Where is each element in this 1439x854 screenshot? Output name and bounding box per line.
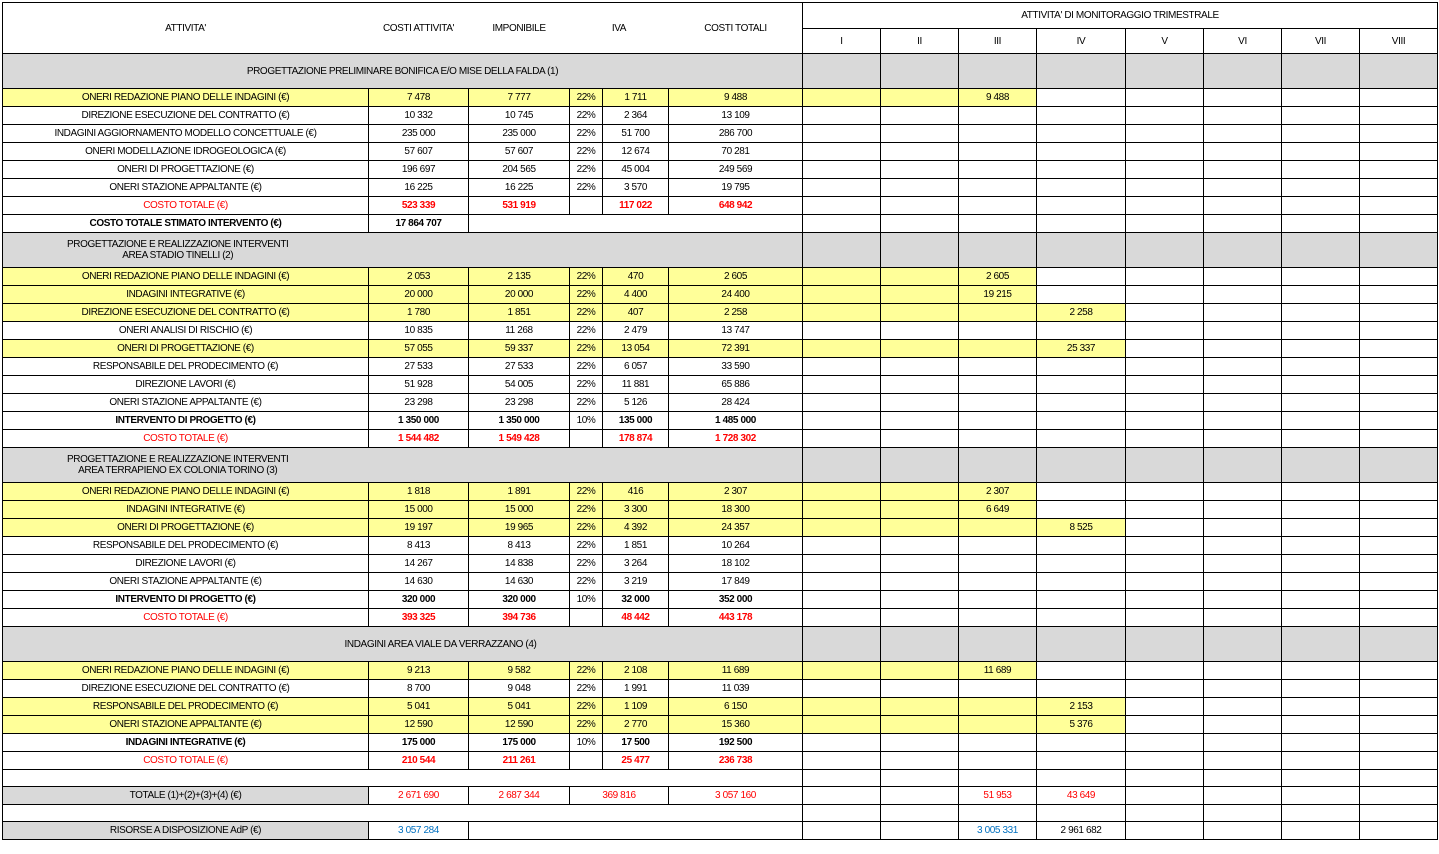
- iva-cell: 2 108: [603, 662, 669, 680]
- header-monitoraggio: ATTIVITA' DI MONITORAGGIO TRIMESTRALE: [803, 3, 1438, 29]
- costi-cell: 19 197: [369, 519, 469, 537]
- totali-cell: 10 264: [669, 537, 803, 555]
- section-title-line: PROGETTAZIONE E REALIZZAZIONE INTERVENTI: [67, 454, 289, 465]
- pct-cell: 22%: [570, 501, 603, 519]
- imponibile-cell: 235 000: [469, 125, 570, 143]
- costi-cell: 7 478: [369, 89, 469, 107]
- totali-cell: 443 178: [669, 609, 803, 627]
- imponibile-cell: 20 000: [469, 286, 570, 304]
- pct-cell: 22%: [570, 662, 603, 680]
- pct-cell: 22%: [570, 286, 603, 304]
- section-title-line: PROGETTAZIONE PRELIMINARE BONIFICA E/O MISE DELLA FALDA (1): [246, 65, 559, 77]
- q4-cell: 2 258: [1037, 304, 1126, 322]
- table-row: [3, 680, 1438, 698]
- imponibile-cell: 9 582: [469, 662, 570, 680]
- row-label: ONERI DI PROGETTAZIONE (€): [3, 340, 369, 358]
- iva-cell: 2 479: [603, 322, 669, 340]
- q4-cell: 2 153: [1037, 698, 1126, 716]
- pct-cell: 22%: [570, 107, 603, 125]
- iva-cell: 13 054: [603, 340, 669, 358]
- costi-cell: 51 928: [369, 376, 469, 394]
- costo-totale-row: [3, 609, 1438, 627]
- iva-cell: 2 364: [603, 107, 669, 125]
- costi-cell: 16 225: [369, 179, 469, 197]
- totali-cell: 72 391: [669, 340, 803, 358]
- totali-cell: 286 700: [669, 125, 803, 143]
- pct-cell: 22%: [570, 179, 603, 197]
- iva-cell: 4 392: [603, 519, 669, 537]
- pct-cell: 22%: [570, 537, 603, 555]
- costi-cell: 523 339: [369, 197, 469, 215]
- imponibile-cell: 11 268: [469, 322, 570, 340]
- row-label: INDAGINI INTEGRATIVE (€): [3, 286, 369, 304]
- imponibile-cell: 57 607: [469, 143, 570, 161]
- iva-cell: 3 219: [603, 573, 669, 591]
- costi-cell: 1 780: [369, 304, 469, 322]
- table-row: [3, 483, 1438, 501]
- quarter-header: III: [959, 29, 1037, 54]
- row-label: DIREZIONE ESECUZIONE DEL CONTRATTO (€): [3, 107, 369, 125]
- imponibile-cell: 1 549 428: [469, 430, 570, 448]
- row-label: COSTO TOTALE STIMATO INTERVENTO (€): [3, 215, 369, 233]
- pct-cell: 22%: [570, 340, 603, 358]
- row-label: COSTO TOTALE (€): [3, 430, 369, 448]
- imponibile-cell: 394 736: [469, 609, 570, 627]
- quarter-header: V: [1126, 29, 1204, 54]
- costi-cell: 320 000: [369, 591, 469, 609]
- iva-cell: 1 991: [603, 680, 669, 698]
- section-title: [3, 448, 803, 483]
- totali-cell: 18 102: [669, 555, 803, 573]
- costi-cell: 12 590: [369, 716, 469, 734]
- section-title-line: AREA TERRAPIENO EX COLONIA TORINO (3): [78, 465, 278, 476]
- iva-cell: 2 770: [603, 716, 669, 734]
- iva-cell: 1 109: [603, 698, 669, 716]
- imponibile-cell: 7 777: [469, 89, 570, 107]
- imponibile-cell: 320 000: [469, 591, 570, 609]
- row-label: RESPONSABILE DEL PRODECIMENTO (€): [3, 537, 369, 555]
- imponibile-cell: 54 005: [469, 376, 570, 394]
- table-row: [3, 662, 1438, 680]
- q3-cell: 11 689: [959, 662, 1037, 680]
- row-label: INTERVENTO DI PROGETTO (€): [3, 412, 369, 430]
- totali-cell: 236 738: [669, 752, 803, 770]
- row-label: RESPONSABILE DEL PRODECIMENTO (€): [3, 698, 369, 716]
- iva-cell: 407: [603, 304, 669, 322]
- row-label: COSTO TOTALE (€): [3, 609, 369, 627]
- intervento-row: [3, 412, 1438, 430]
- costi-cell: 57 055: [369, 340, 469, 358]
- iva-cell: 32 000: [603, 591, 669, 609]
- table-row: [3, 304, 1438, 322]
- iva-cell: 12 674: [603, 143, 669, 161]
- costi-cell: 1 818: [369, 483, 469, 501]
- row-label: RESPONSABILE DEL PRODECIMENTO (€): [3, 358, 369, 376]
- totali-cell: 24 357: [669, 519, 803, 537]
- imponibile-cell: 2 135: [469, 268, 570, 286]
- costi-cell: 175 000: [369, 734, 469, 752]
- row-label: DIREZIONE LAVORI (€): [3, 376, 369, 394]
- imponibile-cell: 175 000: [469, 734, 570, 752]
- table-row: [3, 286, 1438, 304]
- totali-cell: 192 500: [669, 734, 803, 752]
- totali-cell: 648 942: [669, 197, 803, 215]
- imponibile-cell: 23 298: [469, 394, 570, 412]
- table-row: [3, 716, 1438, 734]
- q4-cell: 43 649: [1037, 787, 1126, 805]
- costi-cell: 10 332: [369, 107, 469, 125]
- totali-cell: 17 849: [669, 573, 803, 591]
- section-title-line: INDAGINI AREA VIALE DA VERRAZZANO (4): [344, 638, 537, 650]
- imponibile-cell: 1 851: [469, 304, 570, 322]
- pct-cell: 22%: [570, 268, 603, 286]
- table-row: [3, 358, 1438, 376]
- q4-cell: 2 961 682: [1037, 822, 1126, 840]
- costi-cell: 20 000: [369, 286, 469, 304]
- row-label: COSTO TOTALE (€): [3, 752, 369, 770]
- section-title: [3, 627, 803, 662]
- section-title-line: AREA STADIO TINELLI (2): [122, 250, 234, 261]
- table-row: [3, 519, 1438, 537]
- costi-cell: 2 053: [369, 268, 469, 286]
- costo-stimato-row: [3, 215, 1438, 233]
- totali-cell: 2 605: [669, 268, 803, 286]
- section-title: [3, 54, 803, 89]
- pct-cell: 10%: [570, 734, 603, 752]
- iva-cell: 178 874: [603, 430, 669, 448]
- intervento-row: [3, 591, 1438, 609]
- pct-cell: 10%: [570, 591, 603, 609]
- q3-cell: 3 005 331: [959, 822, 1037, 840]
- row-label: DIREZIONE ESECUZIONE DEL CONTRATTO (€): [3, 304, 369, 322]
- totali-cell: 1 485 000: [669, 412, 803, 430]
- quarter-header: II: [881, 29, 959, 54]
- iva-cell: 369 816: [570, 787, 669, 805]
- totali-cell: 11 689: [669, 662, 803, 680]
- totali-cell: 11 039: [669, 680, 803, 698]
- row-label: ONERI STAZIONE APPALTANTE (€): [3, 394, 369, 412]
- row-label: ONERI STAZIONE APPALTANTE (€): [3, 716, 369, 734]
- imponibile-cell: 211 261: [469, 752, 570, 770]
- imponibile-cell: 14 630: [469, 573, 570, 591]
- imponibile-cell: 9 048: [469, 680, 570, 698]
- pct-cell: 22%: [570, 89, 603, 107]
- totali-cell: 70 281: [669, 143, 803, 161]
- header-attivita: ATTIVITA': [3, 3, 369, 54]
- costi-cell: 14 267: [369, 555, 469, 573]
- totali-cell: 18 300: [669, 501, 803, 519]
- costi-cell: 3 057 284: [369, 822, 469, 840]
- table-row: [3, 394, 1438, 412]
- iva-cell: 17 500: [603, 734, 669, 752]
- section-title: [3, 233, 803, 268]
- totali-cell: 19 795: [669, 179, 803, 197]
- budget-spreadsheet: [2, 2, 1437, 852]
- costo-totale-row: [3, 752, 1438, 770]
- pct-cell: 22%: [570, 376, 603, 394]
- totali-cell: 28 424: [669, 394, 803, 412]
- iva-cell: 1 851: [603, 537, 669, 555]
- costi-cell: 9 213: [369, 662, 469, 680]
- totale-label: TOTALE (1)+(2)+(3)+(4) (€): [3, 787, 369, 805]
- row-label: COSTO TOTALE (€): [3, 197, 369, 215]
- section-title-line: PROGETTAZIONE E REALIZZAZIONE INTERVENTI: [67, 239, 289, 250]
- table-row: [3, 268, 1438, 286]
- row-label: ONERI DI PROGETTAZIONE (€): [3, 161, 369, 179]
- costi-cell: 1 544 482: [369, 430, 469, 448]
- quarter-header: VII: [1282, 29, 1360, 54]
- costi-cell: 393 325: [369, 609, 469, 627]
- totali-cell: 13 109: [669, 107, 803, 125]
- table-row: [3, 501, 1438, 519]
- q3-cell: 51 953: [959, 787, 1037, 805]
- imponibile-cell: 16 225: [469, 179, 570, 197]
- iva-cell: 3 300: [603, 501, 669, 519]
- pct-cell: 22%: [570, 322, 603, 340]
- pct-cell: 22%: [570, 358, 603, 376]
- q3-cell: 19 215: [959, 286, 1037, 304]
- iva-cell: 48 442: [603, 609, 669, 627]
- imponibile-cell: 8 413: [469, 537, 570, 555]
- imponibile-cell: 204 565: [469, 161, 570, 179]
- imponibile-cell: 531 919: [469, 197, 570, 215]
- table-row: [3, 89, 1438, 107]
- row-label: ONERI STAZIONE APPALTANTE (€): [3, 573, 369, 591]
- row-label: ONERI REDAZIONE PIANO DELLE INDAGINI (€): [3, 662, 369, 680]
- iva-cell: 51 700: [603, 125, 669, 143]
- quarter-header: IV: [1037, 29, 1126, 54]
- row-label: ONERI ANALISI DI RISCHIO (€): [3, 322, 369, 340]
- totali-cell: 6 150: [669, 698, 803, 716]
- intervento-row: [3, 734, 1438, 752]
- header-costi-totali: COSTI TOTALI: [669, 3, 803, 54]
- table-row: [3, 143, 1438, 161]
- iva-cell: 5 126: [603, 394, 669, 412]
- imponibile-cell: 15 000: [469, 501, 570, 519]
- q4-cell: 5 376: [1037, 716, 1126, 734]
- risorse-label: RISORSE A DISPOSIZIONE AdP (€): [3, 822, 369, 840]
- totali-cell: 249 569: [669, 161, 803, 179]
- costi-cell: 27 533: [369, 358, 469, 376]
- costi-cell: 15 000: [369, 501, 469, 519]
- table-row: [3, 376, 1438, 394]
- costi-cell: 210 544: [369, 752, 469, 770]
- row-label: INDAGINI INTEGRATIVE (€): [3, 734, 369, 752]
- q4-cell: 8 525: [1037, 519, 1126, 537]
- row-label: INDAGINI INTEGRATIVE (€): [3, 501, 369, 519]
- pct-cell: 22%: [570, 716, 603, 734]
- totali-cell: 3 057 160: [669, 787, 803, 805]
- pct-cell: 22%: [570, 698, 603, 716]
- imponibile-cell: 12 590: [469, 716, 570, 734]
- costi-cell: 5 041: [369, 698, 469, 716]
- totali-cell: 352 000: [669, 591, 803, 609]
- table-row: [3, 340, 1438, 358]
- imponibile-cell: 5 041: [469, 698, 570, 716]
- imponibile-cell: 59 337: [469, 340, 570, 358]
- row-label: INTERVENTO DI PROGETTO (€): [3, 591, 369, 609]
- iva-cell: 3 570: [603, 179, 669, 197]
- imponibile-cell: 14 838: [469, 555, 570, 573]
- pct-cell: 22%: [570, 555, 603, 573]
- totali-cell: 1 728 302: [669, 430, 803, 448]
- q3-cell: 6 649: [959, 501, 1037, 519]
- imponibile-cell: 2 687 344: [469, 787, 570, 805]
- iva-cell: 4 400: [603, 286, 669, 304]
- costi-cell: 8 413: [369, 537, 469, 555]
- iva-cell: 416: [603, 483, 669, 501]
- table-row: [3, 161, 1438, 179]
- table-row: [3, 573, 1438, 591]
- pct-cell: 22%: [570, 394, 603, 412]
- costi-cell: 1 350 000: [369, 412, 469, 430]
- row-label: INDAGINI AGGIORNAMENTO MODELLO CONCETTUALE (€): [3, 125, 369, 143]
- imponibile-cell: 1 891: [469, 483, 570, 501]
- row-label: ONERI STAZIONE APPALTANTE (€): [3, 179, 369, 197]
- totali-cell: 65 886: [669, 376, 803, 394]
- iva-cell: 3 264: [603, 555, 669, 573]
- totali-cell: 15 360: [669, 716, 803, 734]
- table-row: [3, 179, 1438, 197]
- costi-cell: 14 630: [369, 573, 469, 591]
- row-label: ONERI DI PROGETTAZIONE (€): [3, 519, 369, 537]
- row-label: DIREZIONE ESECUZIONE DEL CONTRATTO (€): [3, 680, 369, 698]
- pct-cell: 22%: [570, 304, 603, 322]
- row-label: ONERI REDAZIONE PIANO DELLE INDAGINI (€): [3, 483, 369, 501]
- row-label: ONERI REDAZIONE PIANO DELLE INDAGINI (€): [3, 268, 369, 286]
- pct-cell: 22%: [570, 483, 603, 501]
- pct-cell: 22%: [570, 519, 603, 537]
- costi-cell: 235 000: [369, 125, 469, 143]
- iva-cell: 25 477: [603, 752, 669, 770]
- q4-cell: 25 337: [1037, 340, 1126, 358]
- table-row: [3, 698, 1438, 716]
- costi-cell: 2 671 690: [369, 787, 469, 805]
- costi-cell: 23 298: [369, 394, 469, 412]
- costi-cell: 196 697: [369, 161, 469, 179]
- table-row: [3, 107, 1438, 125]
- quarter-header: VIII: [1360, 29, 1438, 54]
- row-label: ONERI MODELLAZIONE IDROGEOLOGICA (€): [3, 143, 369, 161]
- header-costi-attivita: COSTI ATTIVITA': [369, 3, 469, 54]
- costi-cell: 8 700: [369, 680, 469, 698]
- q3-cell: 2 307: [959, 483, 1037, 501]
- pct-cell: 22%: [570, 573, 603, 591]
- row-label: DIREZIONE LAVORI (€): [3, 555, 369, 573]
- costi-cell: 17 864 707: [369, 215, 469, 233]
- iva-cell: 6 057: [603, 358, 669, 376]
- iva-cell: 470: [603, 268, 669, 286]
- header-imponibile: IMPONIBILE: [469, 3, 570, 54]
- totali-cell: 2 258: [669, 304, 803, 322]
- costo-totale-row: [3, 430, 1438, 448]
- cost-table: [2, 2, 1438, 840]
- imponibile-cell: 27 533: [469, 358, 570, 376]
- header-iva: IVA: [570, 3, 669, 54]
- risorse-row: [3, 822, 1438, 840]
- table-row: [3, 555, 1438, 573]
- quarter-header: VI: [1204, 29, 1282, 54]
- table-row: [3, 125, 1438, 143]
- pct-cell: 22%: [570, 143, 603, 161]
- pct-cell: 22%: [570, 125, 603, 143]
- table-row: [3, 537, 1438, 555]
- row-label: ONERI REDAZIONE PIANO DELLE INDAGINI (€): [3, 89, 369, 107]
- imponibile-cell: 10 745: [469, 107, 570, 125]
- pct-cell: 10%: [570, 412, 603, 430]
- totali-cell: 13 747: [669, 322, 803, 340]
- iva-cell: 135 000: [603, 412, 669, 430]
- pct-cell: 22%: [570, 161, 603, 179]
- totali-cell: 24 400: [669, 286, 803, 304]
- quarter-header: I: [803, 29, 881, 54]
- totale-row: [3, 787, 1438, 805]
- totali-cell: 2 307: [669, 483, 803, 501]
- iva-cell: 45 004: [603, 161, 669, 179]
- costi-cell: 10 835: [369, 322, 469, 340]
- costi-cell: 57 607: [369, 143, 469, 161]
- imponibile-cell: 1 350 000: [469, 412, 570, 430]
- iva-cell: 11 881: [603, 376, 669, 394]
- costo-totale-row: [3, 197, 1438, 215]
- totali-cell: 9 488: [669, 89, 803, 107]
- iva-cell: 1 711: [603, 89, 669, 107]
- iva-cell: 117 022: [603, 197, 669, 215]
- imponibile-cell: 19 965: [469, 519, 570, 537]
- totali-cell: 33 590: [669, 358, 803, 376]
- table-row: [3, 322, 1438, 340]
- q3-cell: 2 605: [959, 268, 1037, 286]
- pct-cell: 22%: [570, 680, 603, 698]
- q3-cell: 9 488: [959, 89, 1037, 107]
